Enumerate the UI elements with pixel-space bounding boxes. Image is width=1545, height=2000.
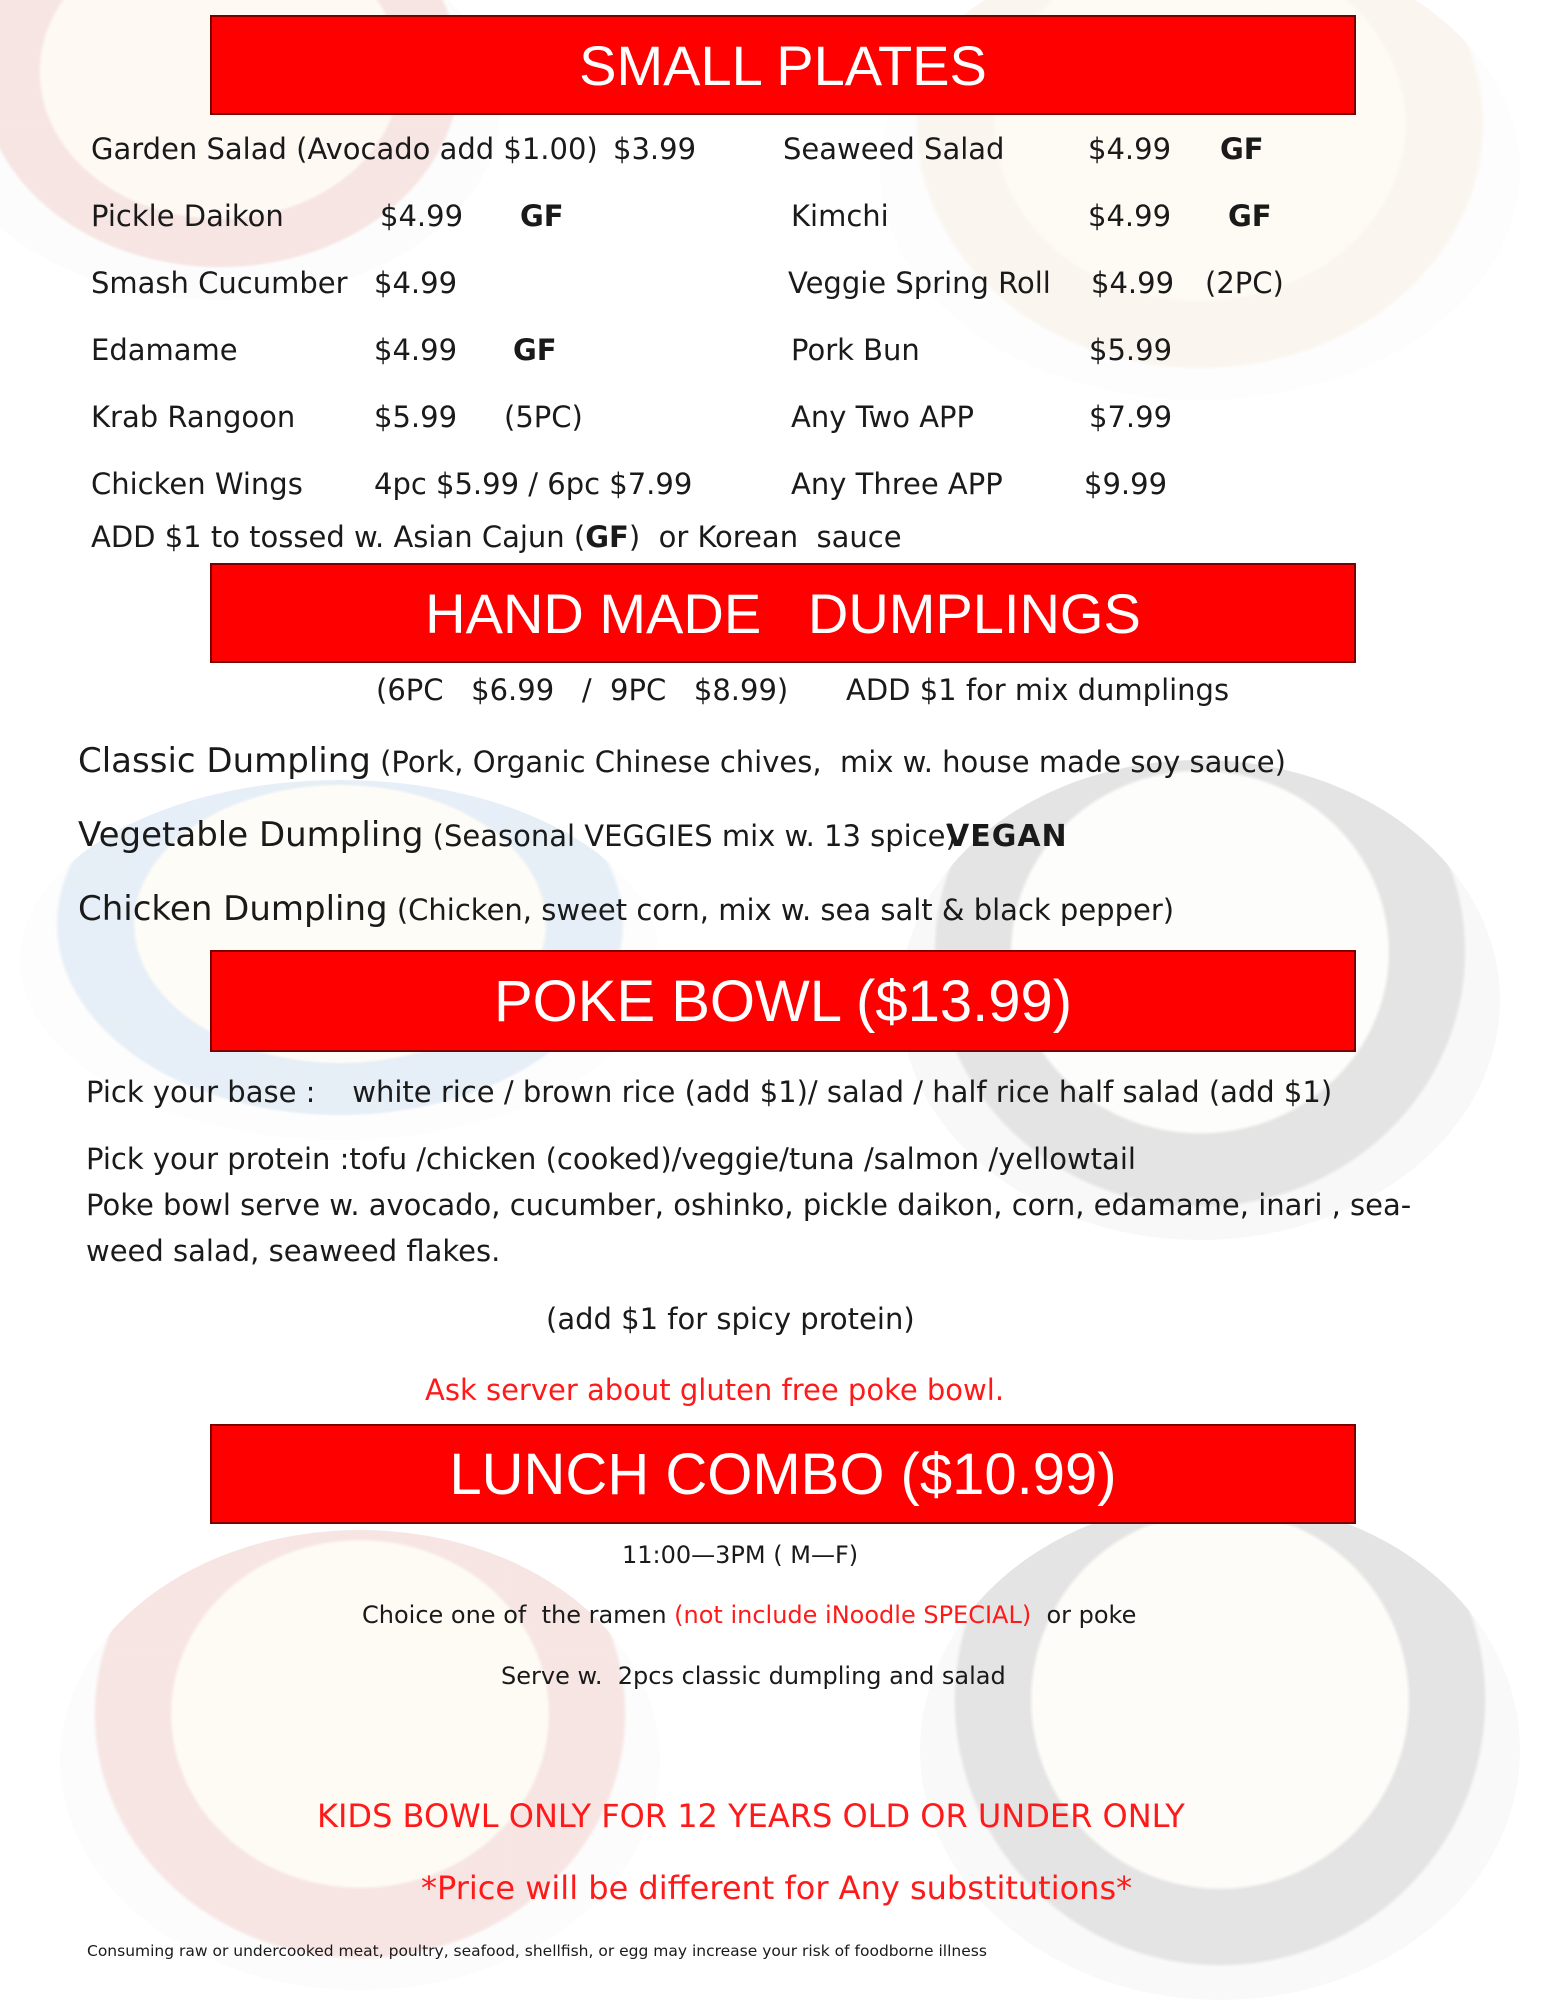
gf-tag: GF [520, 199, 564, 233]
item-price: $9.99 [1084, 467, 1168, 501]
item-name: Edamame [91, 333, 238, 367]
gluten-free-note: Ask server about gluten free poke bowl. [425, 1373, 1005, 1407]
item-price: $4.99 [1088, 132, 1172, 166]
poke-protein-options: Pick your protein :tofu /chicken (cooked)/veggie/tuna /salmon /yellowtail [86, 1142, 1136, 1176]
item-name: Any Three APP [791, 467, 1003, 501]
item-price: $7.99 [1089, 400, 1173, 434]
lunch-serve-with: Serve w. 2pcs classic dumpling and salad [501, 1662, 1006, 1690]
item-price: $5.99 [1089, 333, 1173, 367]
item-price: $4.99 [1088, 199, 1172, 233]
piece-count: (5PC) [504, 400, 583, 434]
dumpling-item [78, 815, 957, 855]
vegan-tag: VEGAN [946, 819, 1068, 854]
item-name: Kimchi [791, 199, 889, 233]
item-name: Krab Rangoon [91, 400, 296, 434]
item-name: Smash Cucumber [91, 266, 348, 300]
item-price: $4.99 [374, 266, 458, 300]
dumpling-item [78, 741, 1286, 781]
item-name: Veggie Spring Roll [788, 266, 1051, 300]
item-name: Any Two APP [791, 400, 975, 434]
item-price: $4.99 [374, 333, 458, 367]
gf-tag: GF [1220, 132, 1264, 166]
dumpling-name: Vegetable Dumpling [78, 815, 424, 855]
spicy-protein-note: (add $1 for spicy protein) [546, 1302, 915, 1336]
dumpling-desc: (Pork, Organic Chinese chives, mix w. house made soy sauce) [370, 745, 1286, 779]
item-name: Chicken Wings [91, 467, 303, 501]
item-price: $4.99 [1091, 266, 1175, 300]
lunch-hours: 11:00—3PM ( M—F) [622, 1541, 859, 1569]
mix-dumplings-note: ADD $1 for mix dumplings [846, 673, 1230, 707]
item-price: 4pc $5.99 / 6pc $7.99 [374, 467, 693, 501]
item-name: Pork Bun [791, 333, 920, 367]
dumpling-desc: (Chicken, sweet corn, mix w. sea salt & black pepper) [387, 893, 1175, 927]
item-price: $4.99 [380, 199, 464, 233]
poke-bowl-header: POKE BOWL ($13.99) [210, 950, 1356, 1052]
item-name: Seaweed Salad [783, 132, 1005, 166]
food-safety-disclaimer: Consuming raw or undercooked meat, poultry, seafood, shellfish, or egg may increase your risk of foodborne illness [87, 1942, 987, 1960]
gf-tag: GF [585, 520, 629, 554]
wings-sauce-note: ADD $1 to tossed w. Asian Cajun (GF) or Korean sauce [91, 520, 902, 554]
substitution-notice: *Price will be different for Any substitutions* [421, 1869, 1133, 1907]
poke-serve-with: weed salad, seaweed flakes. [86, 1234, 501, 1268]
kids-bowl-notice: KIDS BOWL ONLY FOR 12 YEARS OLD OR UNDER ONLY [317, 1797, 1185, 1835]
dumpling-name: Chicken Dumpling [78, 889, 388, 929]
item-name: Garden Salad (Avocado add $1.00) [91, 132, 598, 166]
dumpling-item [78, 889, 1174, 929]
small-plates-header: SMALL PLATES [210, 15, 1356, 115]
gf-tag: GF [513, 333, 557, 367]
item-price: $5.99 [374, 400, 458, 434]
dumpling-name: Classic Dumpling [78, 741, 371, 781]
dumplings-header: HAND MADE DUMPLINGS [210, 563, 1356, 663]
lunch-choice: Choice one of the ramen (not include iNoodle SPECIAL) or poke [362, 1601, 1137, 1629]
dumpling-pricing: (6PC $6.99 / 9PC $8.99) [376, 673, 789, 707]
item-price: $3.99 [613, 132, 697, 166]
item-name: Pickle Daikon [91, 199, 284, 233]
poke-serve-with: Poke bowl serve w. avocado, cucumber, oshinko, pickle daikon, corn, edamame, inari , sea- [86, 1188, 1412, 1222]
lunch-combo-header: LUNCH COMBO ($10.99) [210, 1424, 1356, 1524]
gf-tag: GF [1228, 199, 1272, 233]
piece-count: (2PC) [1205, 266, 1284, 300]
poke-base-options: Pick your base : white rice / brown rice (add $1)/ salad / half rice half salad (add $1) [86, 1075, 1333, 1109]
dumpling-desc: (Seasonal VEGGIES mix w. 13 spice) [423, 819, 957, 853]
